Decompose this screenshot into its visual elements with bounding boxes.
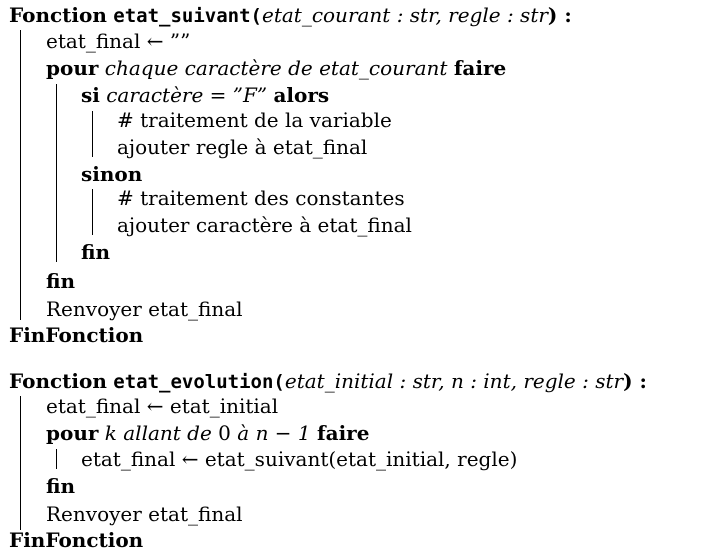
algo2-loop-body: etat_final ← etat_suivant(etat_initial, regle) bbox=[81, 447, 518, 471]
keyword-faire: faire bbox=[317, 421, 370, 445]
algo1-if-block-bar bbox=[92, 111, 93, 157]
algo2-pour-line bbox=[46, 420, 369, 446]
algo2-keyword-finfonction: FinFonction bbox=[9, 528, 144, 552]
assign-lhs: etat_final bbox=[46, 394, 141, 418]
algo2-assign-line bbox=[46, 393, 278, 419]
algo1-pour-block-bar bbox=[56, 84, 57, 262]
algo1-keyword-fin-pour: fin bbox=[46, 269, 76, 293]
open-paren: ( bbox=[273, 371, 285, 393]
algo1-pour-line bbox=[46, 55, 506, 81]
si-condition: caractère = ”F” bbox=[106, 83, 268, 107]
keyword-fonction: Fonction bbox=[9, 3, 107, 27]
algo1-outer-block-bar bbox=[20, 30, 21, 320]
algo1-else-block-bar bbox=[92, 189, 93, 235]
algo2-keyword-fin: fin bbox=[46, 474, 76, 498]
keyword-pour: pour bbox=[46, 421, 99, 445]
pour-body: chaque caractère de etat_courant bbox=[104, 56, 448, 80]
assign-arrow: ← bbox=[146, 394, 164, 418]
pour-a: à bbox=[237, 421, 250, 445]
function-params: etat_initial : str, n : int, regle : str bbox=[284, 369, 624, 393]
algo1-if-action: ajouter regle à etat_final bbox=[117, 135, 368, 159]
algo1-if-comment: # traitement de la variable bbox=[117, 108, 392, 132]
algo1-return-line: Renvoyer etat_final bbox=[46, 297, 243, 321]
assign-rhs: ”” bbox=[169, 29, 191, 53]
keyword-faire: faire bbox=[453, 56, 507, 80]
algo2-return-line: Renvoyer etat_final bbox=[46, 502, 243, 526]
keyword-alors: alors bbox=[273, 83, 330, 107]
close-paren: ) : bbox=[547, 3, 572, 27]
close-paren: ) : bbox=[623, 369, 647, 393]
assign-rhs: etat_initial bbox=[169, 394, 279, 418]
pour-from: 0 bbox=[218, 421, 231, 445]
algo1-header bbox=[9, 2, 572, 28]
algo1-keyword-sinon: sinon bbox=[81, 162, 143, 186]
pour-variable: k bbox=[104, 421, 117, 445]
function-name: etat_evolution bbox=[113, 371, 274, 393]
assign-arrow: ← bbox=[146, 29, 164, 53]
algo2-pour-block-bar bbox=[56, 449, 57, 469]
pour-allant-de: allant de bbox=[123, 421, 212, 445]
keyword-fonction: Fonction bbox=[9, 369, 107, 393]
algo1-keyword-fin-si: fin bbox=[81, 240, 111, 264]
assign-lhs: etat_final bbox=[46, 29, 141, 53]
algo1-else-comment: # traitement des constantes bbox=[117, 186, 405, 210]
algo1-assign-line bbox=[46, 28, 190, 54]
algo2-outer-block-bar bbox=[20, 396, 21, 530]
algo1-si-line bbox=[81, 82, 329, 108]
algo1-keyword-finfonction: FinFonction bbox=[9, 323, 144, 347]
keyword-pour: pour bbox=[46, 56, 99, 80]
function-params: etat_courant : str, regle : str bbox=[261, 3, 548, 27]
algo1-else-action: ajouter caractère à etat_final bbox=[117, 213, 412, 237]
algo2-header bbox=[9, 368, 647, 394]
pour-to: n − 1 bbox=[255, 421, 311, 445]
keyword-si: si bbox=[81, 83, 100, 107]
function-name: etat_suivant bbox=[113, 5, 251, 27]
open-paren: ( bbox=[250, 5, 262, 27]
